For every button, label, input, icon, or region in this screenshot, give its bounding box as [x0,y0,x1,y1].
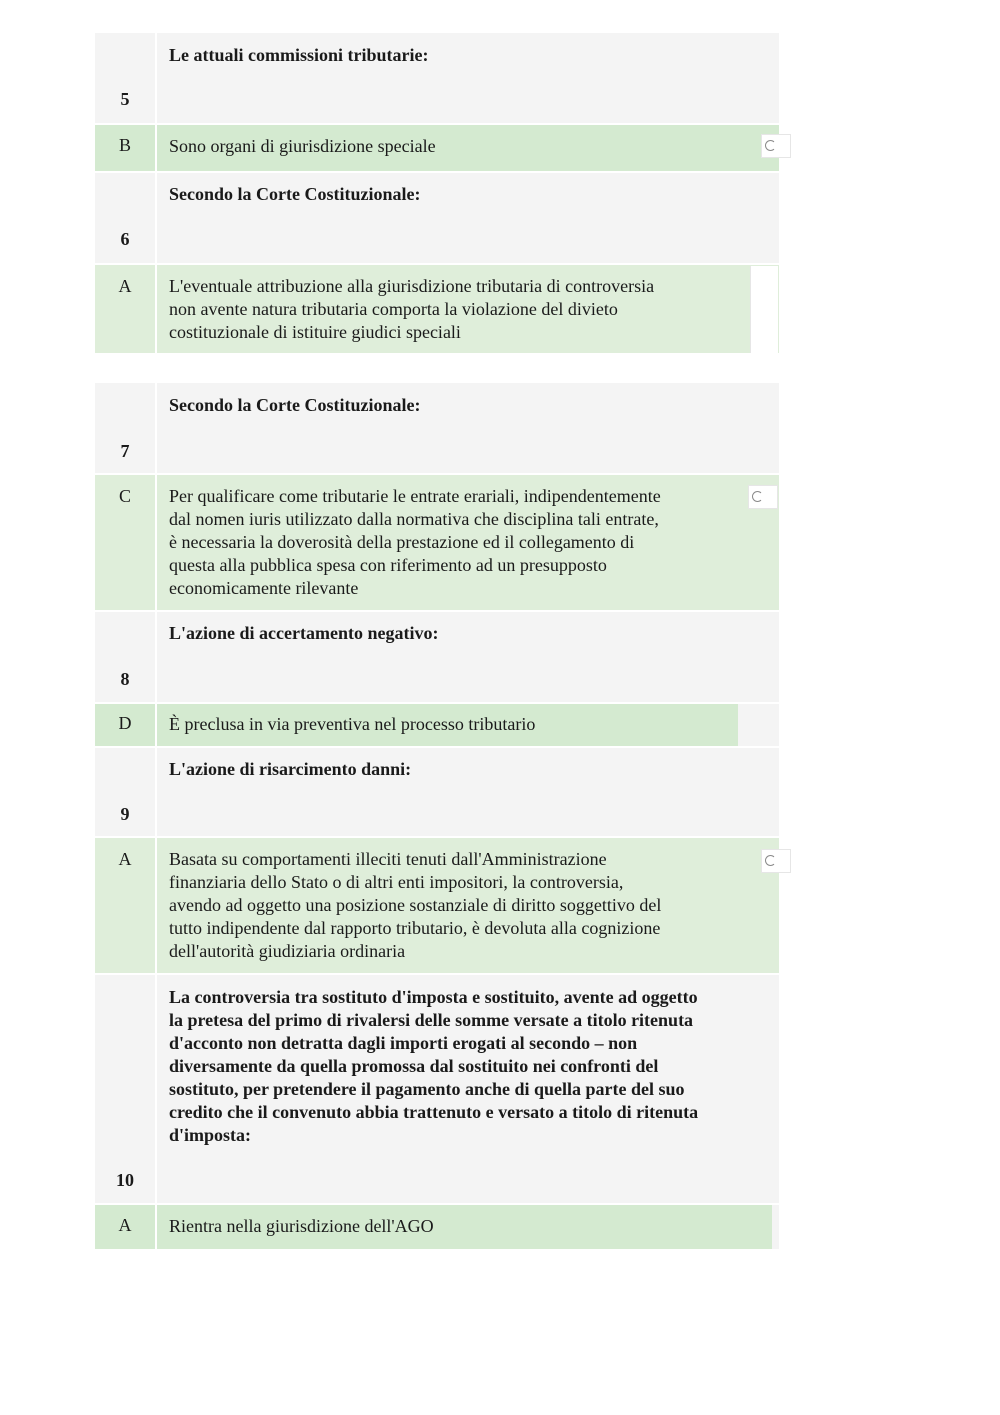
question-text: Secondo la Corte Costituzionale: [169,395,421,415]
radio-circle-icon [765,140,776,151]
radio-circle-icon [752,491,763,502]
answer-letter: D [95,704,157,746]
answer-radio-button[interactable] [761,134,791,158]
answer-row-10 [95,1205,779,1249]
answer-text: È preclusa in via preventiva nel processo tributario [169,714,536,734]
question-text: L'azione di risarcimento danni: [169,759,412,779]
quiz-block-2 [95,383,779,1249]
question-row-9 [95,748,779,838]
answer-text: L'eventuale attribuzione alla giurisdizione tributaria di controversia non avente natura tributaria comporta la violazione del divieto costituzionale di istituire giudici speciali [169,276,655,342]
question-number: 10 [95,975,157,1203]
radio-circle-icon [765,855,776,866]
question-row-7 [95,383,779,475]
answer-row-6 [95,265,779,355]
answer-letter: A [95,1205,157,1249]
question-text: Le attuali commissioni tributarie: [169,45,429,65]
question-number: 6 [95,173,157,263]
question-number: 7 [95,383,157,473]
question-row-8 [95,612,779,704]
answer-letter: B [95,125,157,171]
quiz-block-1 [95,33,779,355]
answer-text: Rientra nella giurisdizione dell'AGO [169,1216,434,1236]
question-number: 5 [95,33,157,123]
answer-letter: A [95,265,157,353]
answer-letter: C [95,475,157,610]
answer-radio-button[interactable] [748,485,778,509]
question-row-5 [95,33,779,125]
question-text: La controversia tra sostituto d'imposta e sostituito, avente ad oggetto la pretesa del primo di rivalersi delle somme versate a titolo ritenuta d'acconto non detratta dagli importi erogati al secondo – non diversamente da quella promossa dal sostituito nei confronti del sostituto, per pretendere il pagamento anche di quella parte del suo credito che il convenuto abbia trattenuto e versato a titolo di ritenuta d'imposta: [169,987,699,1145]
question-text: Secondo la Corte Costituzionale: [169,184,421,204]
answer-radio-button[interactable] [761,849,791,873]
question-number: 8 [95,612,157,702]
question-text: L'azione di accertamento negativo: [169,623,439,643]
answer-row-5 [95,125,779,173]
radio-cell [750,266,778,353]
question-row-6 [95,173,779,265]
answer-row-8 [95,704,779,748]
answer-text: Basata su comportamenti illeciti tenuti dall'Amministrazione finanziaria dello Stato o di altri enti impositori, la controversia, avendo ad oggetto una posizione sostanziale di diritto soggettivo del tutto indipendente dal rapporto tributario, è devoluta alla cognizione dell'autorità giudiziaria ordinaria [169,849,662,961]
question-number: 9 [95,748,157,836]
answer-row-7 [95,475,779,612]
answer-text: Per qualificare come tributarie le entrate erariali, indipendentemente dal nomen iuris utilizzato dalla normativa che disciplina tali entrate, è necessaria la doverosità della prestazione ed il collegamento di questa alla pubblica spesa con riferimento ad un presupposto economicamente rilevante [169,486,661,598]
answer-text: Sono organi di giurisdizione speciale [169,136,436,156]
question-row-10 [95,975,779,1205]
answer-row-9 [95,838,779,975]
answer-letter: A [95,838,157,973]
